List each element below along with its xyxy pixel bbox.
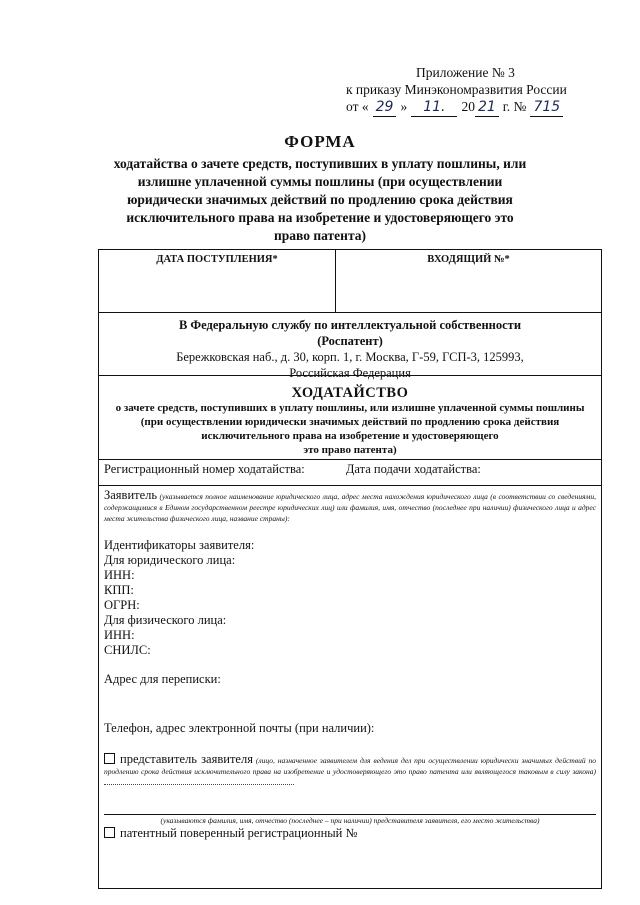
patent-attorney-line — [104, 826, 596, 841]
filing-date-label: Дата подачи ходатайства: — [345, 462, 481, 476]
mail-address-label: Адрес для переписки: — [104, 672, 221, 686]
representative-caption: (указываются фамилия, имя, отчество (последнее – при наличии) представителя заявителя, его место жительства) — [160, 816, 540, 825]
kpp-label: КПП: — [104, 583, 134, 597]
incoming-number-header: ВХОДЯЩИЙ №* — [427, 254, 510, 265]
applicant-section — [99, 486, 601, 888]
registration-number-label: Регистрационный номер ходатайства: — [104, 462, 305, 476]
patent-attorney-label: патентный поверенный регистрационный № — [120, 826, 358, 840]
appendix-block — [346, 64, 616, 117]
handwritten-year: 21 — [475, 99, 499, 117]
representative-block — [104, 753, 596, 788]
form-subtitle: ходатайства о зачете средств, поступивших в уплату пошлины, или излишне уплаченной суммы пошлины (при осуществлении юридически значимых действий по продлению срока действия исключительного права на изобретение и удостоверяющего это право патента) — [113, 156, 527, 243]
form-title: ФОРМА — [284, 132, 356, 151]
handwritten-month: 11. — [411, 99, 457, 117]
applicant-label: Заявитель — [104, 488, 158, 502]
appendix-from: от « — [346, 99, 369, 114]
patent-attorney-checkbox[interactable] — [104, 827, 115, 838]
inn-legal-label: ИНН: — [104, 568, 135, 582]
addressee-address-2: Российская Федерация — [289, 366, 411, 380]
handwritten-day: 29 — [373, 99, 397, 117]
appendix-year-prefix: 20 — [461, 99, 475, 114]
appendix-date-line — [346, 98, 616, 117]
identifiers-label: Идентификаторы заявителя: — [104, 538, 255, 552]
individual-label: Для физического лица: — [104, 613, 227, 627]
petition-title: ХОДАТАЙСТВО — [291, 385, 409, 401]
date-received-header: ДАТА ПОСТУПЛЕНИЯ* — [156, 254, 278, 265]
representative-checkbox[interactable] — [104, 753, 115, 764]
addressee-abbr: (Роспатент) — [317, 334, 383, 348]
receipt-row — [99, 250, 601, 313]
snils-label: СНИЛС: — [104, 643, 151, 657]
appendix-line-2: к приказу Минэкономразвития России — [346, 82, 567, 97]
appendix-quote-close: » — [400, 99, 408, 114]
addressee-name: В Федеральную службу по интеллектуальной собственности — [178, 318, 522, 332]
ogrn-label: ОГРН: — [104, 598, 140, 612]
petition-title-row — [99, 376, 601, 460]
petition-form-table — [98, 249, 602, 889]
petition-subtitle: о зачете средств, поступивших в уплату пошлины, или излишне уплаченной суммы пошлины (при осуществлении юридически значимых действий по продлению срока действия исключительного права на изобретение и удостоверяющего — [115, 402, 585, 442]
representative-dotted-line — [104, 784, 294, 785]
applicant-block — [104, 490, 596, 524]
representative-label: представитель заявителя — [120, 752, 253, 766]
applicant-note: (указывается полное наименование юридического лица, адрес места нахождения юридического лица (в соответствии со сведениями, содержащимися в Едином государственном реестре юридических лиц) или фамилия, имя, отчество (последнее при наличии) физического лица и адрес места жительства физического лица, название страны): — [104, 492, 596, 523]
registration-row — [99, 460, 601, 486]
handwritten-order-number: 715 — [530, 99, 563, 117]
inn-individual-label: ИНН: — [104, 628, 135, 642]
addressee-row — [99, 313, 601, 380]
applicant-identifiers — [104, 538, 596, 736]
appendix-line-1: Приложение № 3 — [416, 65, 515, 80]
appendix-g-no: г. № — [502, 99, 527, 114]
legal-entity-label: Для юридического лица: — [104, 553, 236, 567]
phone-email-label: Телефон, адрес электронной почты (при наличии): — [104, 721, 375, 735]
representative-note: (лицо, назначенное заявителем для ведения дел при осуществлении юридически значимых действий по продлению срока действия исключительного права на изобретение и удостоверяющего это право патента или являющегося таковым в силу закона) — [104, 756, 597, 776]
petition-subtitle-last: это право патента) — [303, 444, 397, 456]
addressee-address-1: Бережковская наб., д. 30, корп. 1, г. Москва, Г-59, ГСП-3, 125993, — [176, 350, 524, 364]
